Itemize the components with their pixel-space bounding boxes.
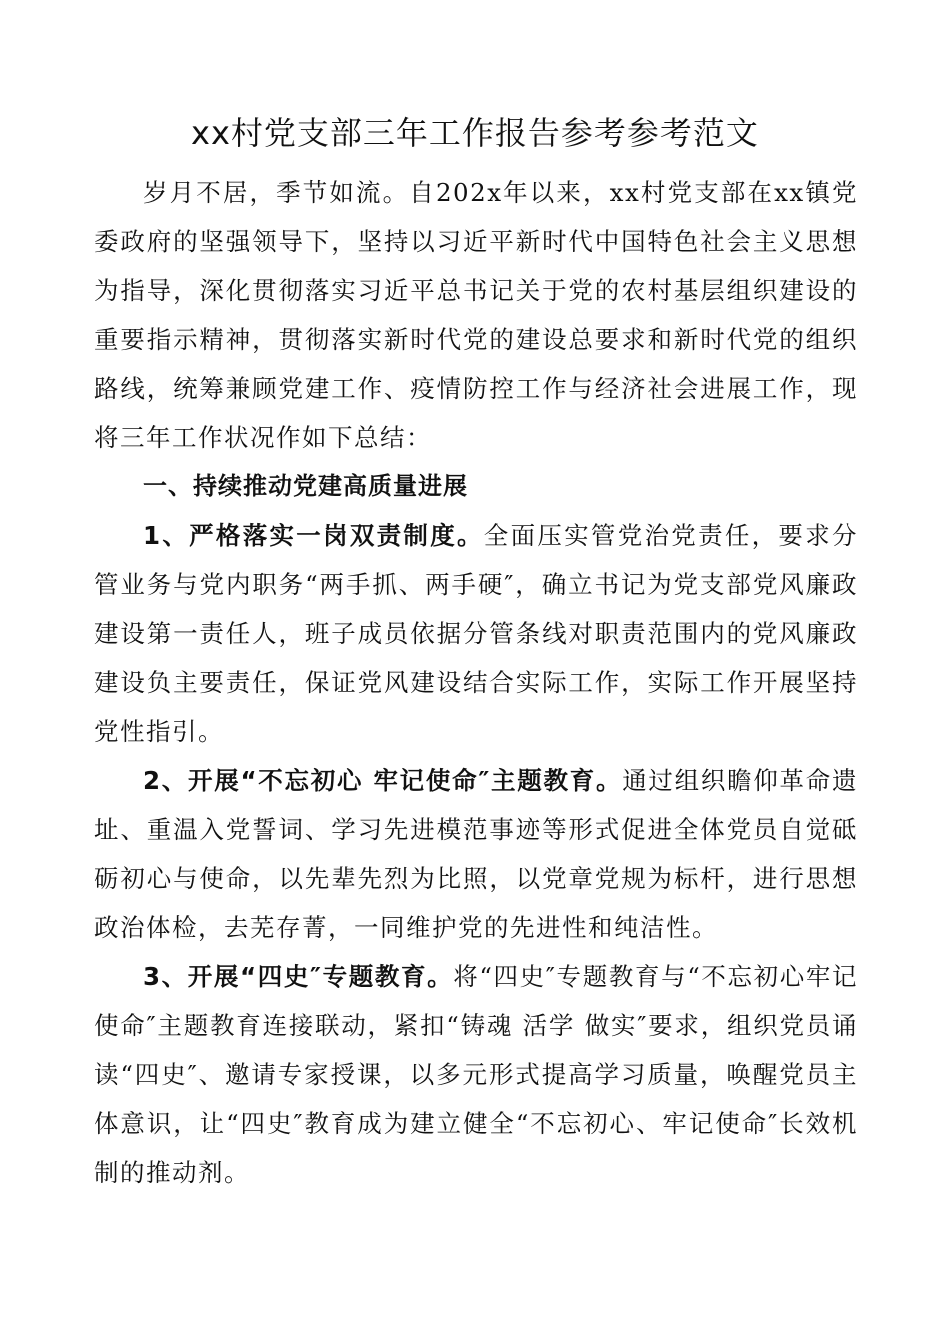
item-paragraph-1 (94, 511, 858, 756)
item-lead-3: 3、开展“四史″专题教育。 (143, 962, 454, 991)
item-lead-2: 2、开展“不忘初心 牢记使命″主题教育。 (143, 766, 623, 795)
document-title: xx村党支部三年工作报告参考参考范文 (191, 114, 759, 152)
item-paragraph-3 (94, 952, 858, 1197)
item-text-2: 通过组织瞻仰革命遗址、重温入党誓词、学习先进模范事迹等形式促进全体党员自觉砥砺初心与使命，以先辈先烈为比照，以党章党规为标杆，进行思想政治体检，去芜存菁，一同维护党的先进性和纯洁性。 (94, 766, 859, 942)
section-heading-1: 一、持续推动党建高质量进展 (143, 472, 468, 500)
intro-paragraph: 岁月不居，季节如流。自202x年以来，xx村党支部在xx镇党委政府的坚强领导下，坚持以习近平新时代中国特色社会主义思想为指导，深化贯彻落实习近平总书记关于党的农村基层组织建设的重要指示精神，贯彻落实新时代党的建设总要求和新时代党的组织路线，统筹兼顾党建工作、疫情防控工作与经济社会进展工作，现将三年工作状况作如下总结： (94, 178, 858, 452)
item-text-1: 全面压实管党治党责任，要求分管业务与党内职务“两手抓、两手硬″，确立书记为党支部党风廉政建设第一责任人，班子成员依据分管条线对职责范围内的党风廉政建设负主要责任，保证党风建设结合实际工作，实际工作开展坚持党性指引。 (94, 521, 859, 746)
item-lead-1: 1、严格落实一岗双责制度。 (143, 521, 484, 550)
item-text-3: 将“四史″专题教育与“不忘初心牢记使命″主题教育连接联动，紧扣“铸魂 活学 做实″要求，组织党员诵读“四史″、邀请专家授课，以多元形式提高学习质量，唤醒党员主体意识，让“四史″教育成为建立健全“不忘初心、牢记使命″长效机制的推动剂。 (94, 962, 858, 1187)
item-paragraph-2 (94, 756, 858, 952)
document-body (94, 168, 858, 1197)
